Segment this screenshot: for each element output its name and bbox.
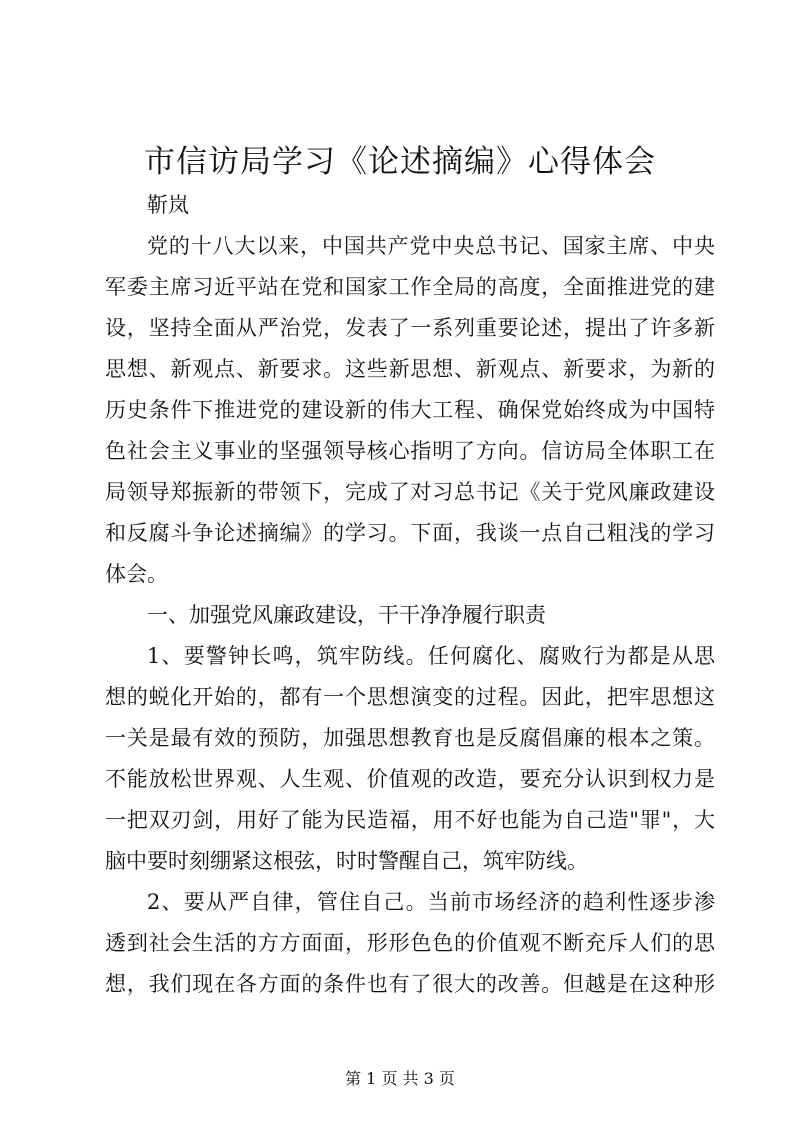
paragraph-line: 想，我们现在各方面的条件也有了很大的改善。但越是在这种形 xyxy=(105,972,715,996)
paragraph-line: 历史条件下推进党的建设新的伟大工程、确保党始终成为中国特 xyxy=(105,398,715,422)
paragraph-line: 党的十八大以来，中国共产党中央总书记、国家主席、中央 xyxy=(147,234,715,258)
section-heading: 一、加强党风廉政建设，干干净净履行职责 xyxy=(147,603,546,627)
paragraph-line: 军委主席习近平站在党和国家工作全局的高度，全面推进党的建 xyxy=(105,275,715,299)
paragraph-line: 脑中要时刻绷紧这根弦，时时警醒自己，筑牢防线。 xyxy=(105,849,588,873)
paragraph-line: 思想、新观点、新要求。这些新思想、新观点、新要求，为新的 xyxy=(105,357,715,381)
paragraph-line: 和反腐斗争论述摘编》的学习。下面，我谈一点自己粗浅的学习 xyxy=(105,521,715,545)
paragraph-line: 2、要从严自律，管住自己。当前市场经济的趋利性逐步渗 xyxy=(147,890,715,914)
paragraph-line: 一把双刃剑，用好了能为民造福，用不好也能为自己造"罪"，大 xyxy=(105,808,715,832)
paragraph-line: 色社会主义事业的坚强领导核心指明了方向。信访局全体职工在 xyxy=(105,439,715,463)
paragraph-line: 一关是最有效的预防，加强思想教育也是反腐倡廉的根本之策。 xyxy=(105,726,715,750)
paragraph-line: 想的蜕化开始的，都有一个思想演变的过程。因此，把牢思想这 xyxy=(105,685,715,709)
paragraph-line: 局领导郑振新的带领下，完成了对习总书记《关于党风廉政建设 xyxy=(105,480,715,504)
paragraph-line: 不能放松世界观、人生观、价值观的改造，要充分认识到权力是 xyxy=(105,767,715,791)
paragraph-line: 体会。 xyxy=(105,562,168,586)
paragraph-line: 设，坚持全面从严治党，发表了一系列重要论述，提出了许多新 xyxy=(105,316,715,340)
document-title: 市信访局学习《论述摘编》心得体会 xyxy=(144,144,656,180)
paragraph-line: 透到社会生活的方方面面，形形色色的价值观不断充斥人们的思 xyxy=(105,931,715,955)
author-line: 靳岚 xyxy=(147,193,189,217)
paragraph-line: 1、要警钟长鸣，筑牢防线。任何腐化、腐败行为都是从思 xyxy=(147,644,715,668)
page-footer: 第 1 页 共 3 页 xyxy=(345,1069,455,1088)
